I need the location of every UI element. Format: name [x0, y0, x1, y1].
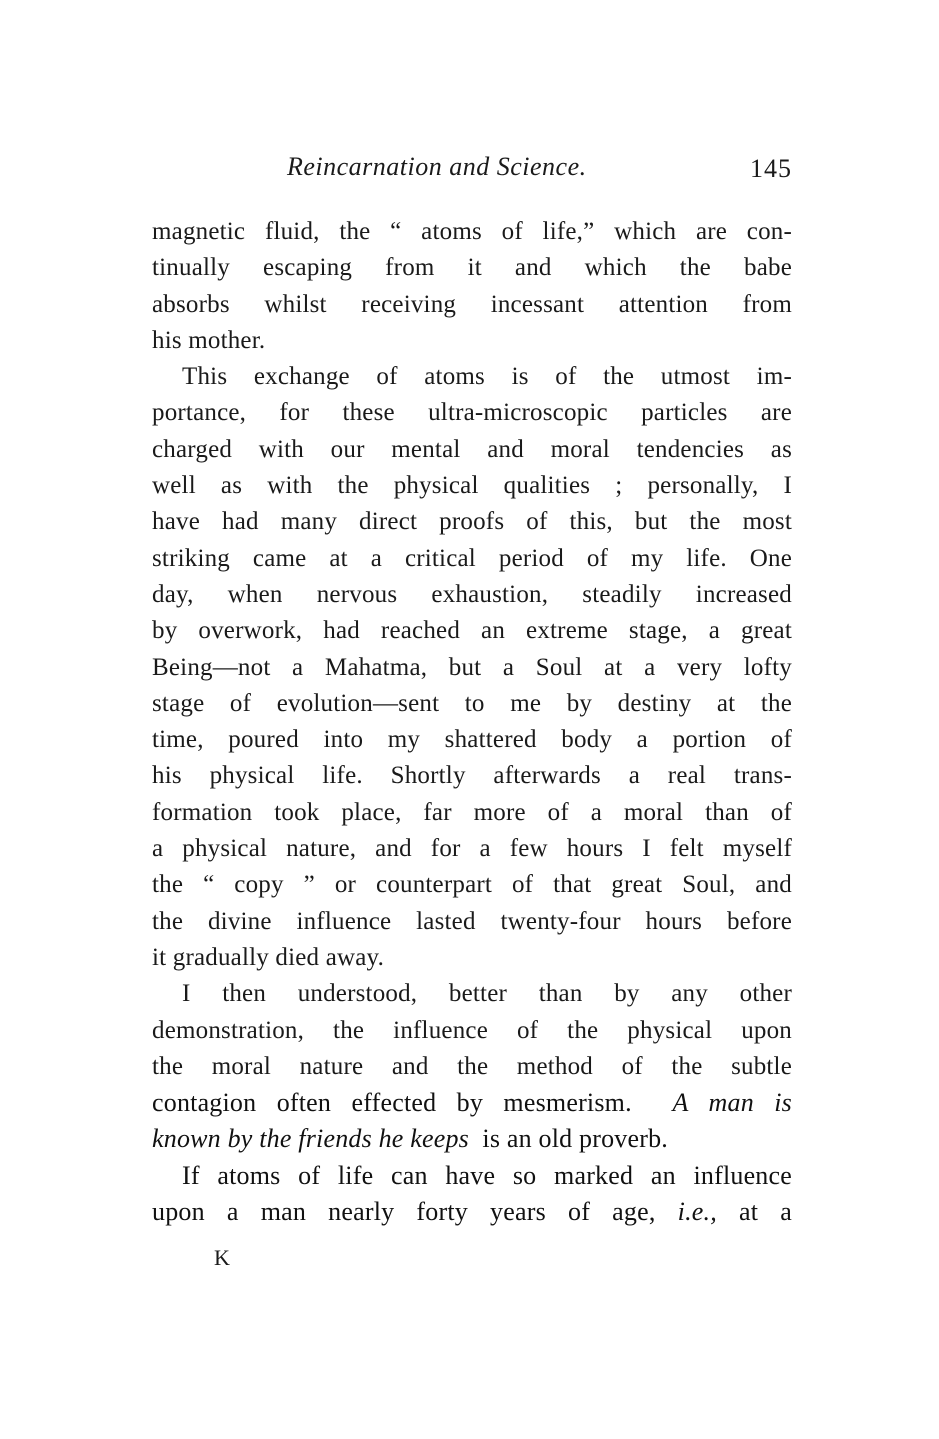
paragraph-1 [152, 214, 792, 359]
text-line: This exchange of atoms is of the utmost im- [182, 363, 792, 391]
text-line: the moral nature and the method of the subtle [152, 1052, 792, 1080]
text-line: demonstration, the influence of the physical upon [152, 1016, 792, 1044]
text-line: a physical nature, and for a few hours I felt myself [152, 835, 792, 863]
paragraph-3 [152, 976, 792, 1157]
text-line: I then understood, better than by any other [182, 980, 792, 1008]
text-line: formation took place, far more of a moral than of [152, 798, 792, 826]
text-line: Being—not a Mahatma, but a Soul at a very lofty [152, 653, 792, 681]
text-segment: upon a man nearly forty years of age, [152, 1197, 656, 1227]
paragraph-4 [152, 1158, 792, 1231]
text-line [152, 1121, 792, 1157]
text-line: his physical life. Shortly afterwards a real trans- [152, 762, 792, 790]
proverb-italic-start: A man is [672, 1088, 793, 1118]
text-line: time, poured into my shattered body a portion of [152, 726, 792, 754]
running-head [152, 152, 792, 192]
text-line: well as with the physical qualities ; personally, I [152, 472, 792, 500]
text-line: the divine influence lasted twenty-four hours before [152, 907, 792, 935]
running-title: Reincarnation and Science. [287, 152, 587, 181]
text-line: the “ copy ” or counterpart of that great Soul, and [152, 871, 792, 899]
paragraph-2 [152, 359, 792, 976]
proverb-italic-end: known by the friends he keeps [152, 1124, 469, 1154]
text-line: tinually escaping from it and which the babe [152, 254, 792, 282]
text-line: magnetic fluid, the “ atoms of life,” which are con- [152, 218, 792, 245]
signature-mark: K [214, 1245, 230, 1270]
text-line [152, 1194, 792, 1230]
text-line: If atoms of life can have so marked an influence [182, 1160, 792, 1190]
text-line: by overwork, had reached an extreme stage, a great [152, 617, 792, 645]
abbreviation-ie: i.e., [677, 1197, 717, 1227]
text-line: portance, for these ultra-microscopic particles are [152, 399, 792, 427]
text-line: striking came at a critical period of my life. One [152, 544, 792, 572]
text-line: charged with our mental and moral tendencies as [152, 435, 792, 463]
page-number: 145 [750, 154, 792, 183]
text-line: his mother. [152, 326, 266, 354]
text-segment: contagion often effected by mesmerism. [152, 1088, 632, 1118]
text-line: day, when nervous exhaustion, steadily increased [152, 580, 792, 608]
text-line [152, 1085, 792, 1121]
text-segment: is an old proverb. [482, 1124, 668, 1154]
text-line: absorbs whilst receiving incessant attention from [152, 290, 792, 318]
text-line: it gradually died away. [152, 943, 385, 971]
text-line: have had many direct proofs of this, but the most [152, 508, 792, 536]
text-line: stage of evolution—sent to me by destiny at the [152, 689, 792, 717]
text-segment: at a [739, 1197, 792, 1227]
body-text [152, 214, 792, 1230]
